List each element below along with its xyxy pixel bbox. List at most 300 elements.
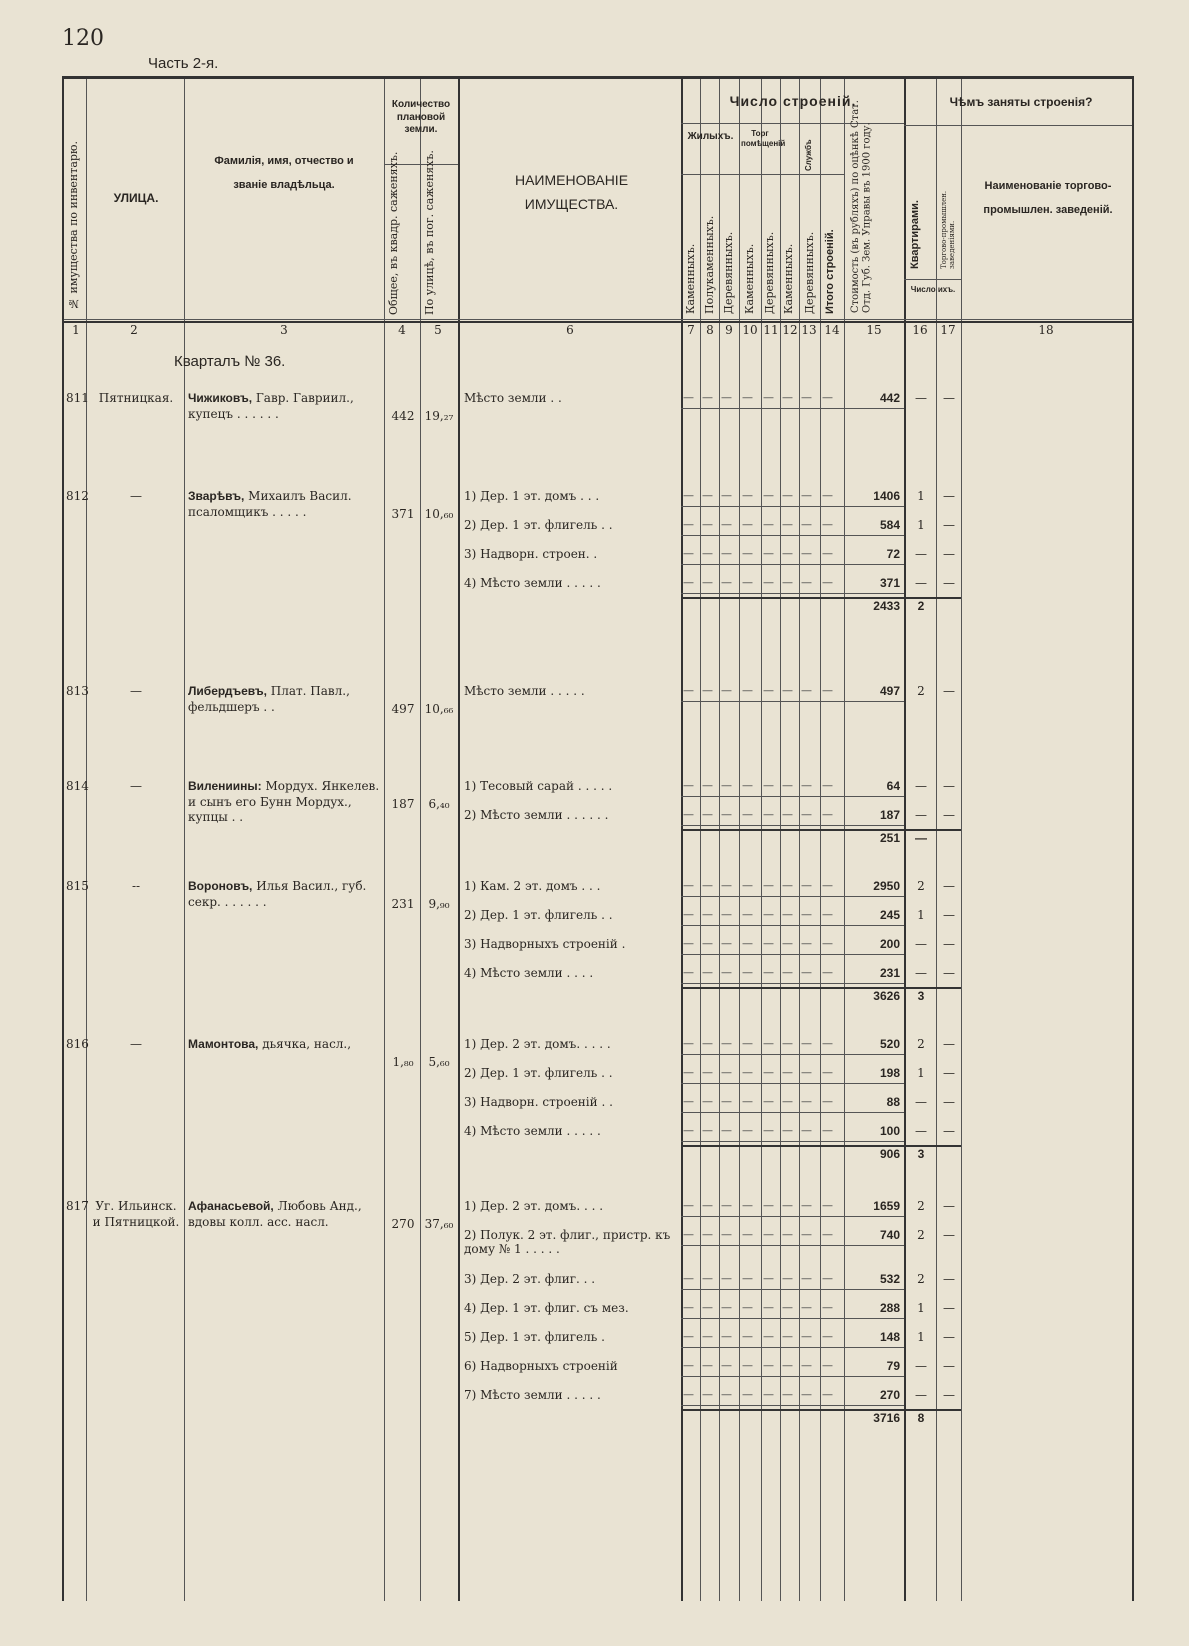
header-trade: Торг помѣщеній	[741, 129, 786, 148]
property-value: 584	[879, 518, 900, 532]
building-count-cell: —	[822, 1272, 833, 1285]
building-count-cell: —	[721, 1388, 732, 1401]
total-value: 2433	[873, 599, 900, 613]
street-name: —	[130, 684, 142, 698]
building-count-cell: —	[782, 518, 793, 531]
building-count-cell: —	[801, 576, 812, 589]
street-name: —	[130, 489, 142, 503]
building-count-cell: —	[801, 1228, 812, 1241]
building-count-cell: —	[763, 1359, 774, 1372]
building-count-cell: —	[721, 908, 732, 921]
property-value: 100	[879, 1124, 900, 1138]
header-area-street: По улицѣ, въ пог. саженяхъ.	[423, 150, 436, 315]
inventory-number: 814	[66, 779, 89, 793]
building-count-cell: —	[822, 518, 833, 531]
trade-count: —	[943, 489, 955, 503]
land-frontage: 19,₂₇	[424, 409, 454, 423]
trade-count: —	[943, 937, 955, 951]
property-value: 245	[879, 908, 900, 922]
building-count-cell: —	[721, 1228, 732, 1241]
building-count-cell: —	[782, 547, 793, 560]
owner-details: Плат. Павл., фельдшеръ . .	[188, 684, 350, 714]
apartments-count: —	[915, 1095, 927, 1109]
row-divider	[681, 796, 904, 797]
building-count-cell: —	[702, 966, 713, 979]
land-area-total: 442	[391, 409, 415, 423]
building-count-cell: —	[763, 779, 774, 792]
building-count-cell: —	[801, 518, 812, 531]
building-count-cell: —	[801, 1301, 812, 1314]
building-count-cell: —	[801, 779, 812, 792]
building-count-cell: —	[782, 937, 793, 950]
building-count-cell: —	[683, 489, 694, 502]
building-count-cell: —	[721, 576, 732, 589]
colnum-14: 14	[824, 323, 840, 337]
building-count-cell: —	[702, 576, 713, 589]
header-count: Число ихъ.	[910, 285, 956, 294]
trade-count: —	[943, 1359, 955, 1373]
property-value: 72	[886, 547, 900, 561]
owner-details: Любовь Анд., вдовы колл. асс. насл.	[188, 1199, 362, 1229]
building-count-cell: —	[782, 1388, 793, 1401]
building-count-cell: —	[702, 908, 713, 921]
property-value: 442	[879, 391, 900, 405]
trade-count: —	[943, 1037, 955, 1051]
colnum-12: 12	[782, 323, 798, 337]
property-item: 1) Дер. 2 эт. домъ. . . .	[464, 1199, 604, 1213]
property-item: 4) Мѣсто земли . . . . .	[464, 576, 601, 590]
building-count-cell: —	[683, 576, 694, 589]
row-divider	[681, 896, 904, 897]
building-count-cell: —	[822, 1037, 833, 1050]
building-count-cell: —	[742, 684, 753, 697]
header-occupied: Чѣмъ заняты строенія?	[949, 95, 1093, 109]
apartments-count: 1	[917, 1066, 925, 1080]
property-value: 1659	[873, 1199, 900, 1213]
row-divider	[681, 593, 904, 594]
building-count-cell: —	[782, 1228, 793, 1241]
part-label: Часть 2-я.	[148, 55, 219, 72]
colnum-13: 13	[801, 323, 817, 337]
building-count-cell: —	[801, 547, 812, 560]
land-area-total: 231	[391, 897, 415, 911]
building-count-cell: —	[683, 1272, 694, 1285]
building-count-cell: —	[683, 1388, 694, 1401]
building-count-cell: —	[683, 1330, 694, 1343]
building-count-cell: —	[822, 684, 833, 697]
building-count-cell: —	[721, 1095, 732, 1108]
owner-name	[188, 391, 380, 422]
building-count-cell: —	[822, 1199, 833, 1212]
building-count-cell: —	[822, 1388, 833, 1401]
header-c15: Стоимость (въ рубляхъ) по оцѣнкѣ Стат. Отд. Губ. Зем. Управы въ 1900 году.	[850, 100, 873, 313]
row-divider	[681, 506, 904, 507]
apartments-count: 2	[917, 879, 925, 893]
owner-name	[188, 1037, 380, 1053]
header-c9: Деревянныхъ.	[722, 231, 735, 314]
row-divider	[681, 1083, 904, 1084]
building-count-cell: —	[721, 1272, 732, 1285]
total-value: 906	[879, 1147, 900, 1161]
trade-count: —	[943, 908, 955, 922]
total-value: 3626	[873, 989, 900, 1003]
row-divider	[681, 825, 904, 826]
header-c13: Деревянныхъ.	[803, 231, 816, 314]
row-divider	[681, 564, 904, 565]
property-item: 4) Мѣсто земли . . . .	[464, 966, 594, 980]
building-count-cell: —	[801, 937, 812, 950]
building-count-cell: —	[763, 1037, 774, 1050]
property-value: 1406	[873, 489, 900, 503]
total-apartments: —	[915, 831, 927, 845]
building-count-cell: —	[702, 1037, 713, 1050]
property-item: 7) Мѣсто земли . . . . .	[464, 1388, 601, 1402]
building-count-cell: —	[822, 808, 833, 821]
building-count-cell: —	[782, 1124, 793, 1137]
building-count-cell: —	[702, 1124, 713, 1137]
owner-details: дьячка, насл.,	[258, 1037, 352, 1051]
building-count-cell: —	[763, 1330, 774, 1343]
building-count-cell: —	[702, 1066, 713, 1079]
apartments-count: —	[915, 1124, 927, 1138]
building-count-cell: —	[742, 576, 753, 589]
building-count-cell: —	[822, 391, 833, 404]
property-value: 371	[879, 576, 900, 590]
building-count-cell: —	[721, 779, 732, 792]
property-value: 270	[879, 1388, 900, 1402]
building-count-cell: —	[763, 937, 774, 950]
row-divider	[681, 1141, 904, 1142]
inventory-number: 817	[66, 1199, 89, 1213]
trade-count: —	[943, 1228, 955, 1242]
building-count-cell: —	[721, 518, 732, 531]
property-item: 5) Дер. 1 эт. флигель .	[464, 1330, 605, 1344]
header-buildings-count: Число строеній.	[729, 93, 857, 109]
row-divider	[681, 1318, 904, 1319]
building-count-cell: —	[742, 1272, 753, 1285]
building-count-cell: —	[782, 391, 793, 404]
building-count-cell: —	[822, 879, 833, 892]
property-item: 2) Дер. 1 эт. флигель . .	[464, 908, 613, 922]
building-count-cell: —	[702, 1301, 713, 1314]
colnum-18: 18	[1038, 323, 1054, 337]
building-count-cell: —	[742, 547, 753, 560]
trade-count: —	[943, 808, 955, 822]
trade-count: —	[943, 1066, 955, 1080]
row-divider	[681, 1289, 904, 1290]
building-count-cell: —	[801, 1272, 812, 1285]
building-count-cell: —	[782, 779, 793, 792]
header-c18: Наименованіе торгово-промышлен. заведеній.	[983, 180, 1113, 217]
building-count-cell: —	[763, 1272, 774, 1285]
building-count-cell: —	[822, 937, 833, 950]
row-divider	[681, 1054, 904, 1055]
row-divider	[681, 1216, 904, 1217]
building-count-cell: —	[702, 1095, 713, 1108]
header-land-quantity: Количество плановой земли.	[391, 99, 451, 135]
building-count-cell: —	[742, 1199, 753, 1212]
land-frontage: 10,₆₀	[424, 507, 454, 521]
building-count-cell: —	[721, 879, 732, 892]
trade-count: —	[943, 779, 955, 793]
building-count-cell: —	[763, 966, 774, 979]
building-count-cell: —	[763, 1095, 774, 1108]
row-divider	[681, 701, 904, 702]
building-count-cell: —	[782, 908, 793, 921]
property-item: 3) Дер. 2 эт. флиг. . .	[464, 1272, 596, 1286]
building-count-cell: —	[742, 489, 753, 502]
trade-count: —	[943, 1199, 955, 1213]
property-item: 2) Мѣсто земли . . . . . .	[464, 808, 609, 822]
building-count-cell: —	[702, 547, 713, 560]
header-owner: Фамилія, имя, отчество и званіе владѣльца.	[214, 155, 354, 192]
property-item: 1) Дер. 1 эт. домъ . . .	[464, 489, 600, 503]
owner-details: Михаилъ Васил. псаломщикъ . . . . .	[188, 489, 352, 519]
building-count-cell: —	[782, 1095, 793, 1108]
colnum-11: 11	[763, 323, 779, 337]
building-count-cell: —	[801, 879, 812, 892]
property-item: Мѣсто земли . . . . .	[464, 684, 585, 698]
header-inventory-number: № имущества по инвентарю.	[67, 141, 80, 310]
building-count-cell: —	[683, 1359, 694, 1372]
building-count-cell: —	[702, 391, 713, 404]
page-number: 120	[62, 26, 104, 51]
colnum-6: 6	[566, 323, 574, 337]
building-count-cell: —	[742, 779, 753, 792]
register-table	[62, 76, 1134, 1601]
street-name: Пятницкая.	[98, 391, 174, 405]
building-count-cell: —	[782, 1272, 793, 1285]
property-value: 148	[879, 1330, 900, 1344]
building-count-cell: —	[721, 1199, 732, 1212]
building-count-cell: —	[801, 391, 812, 404]
property-value: 79	[886, 1359, 900, 1373]
building-count-cell: —	[683, 879, 694, 892]
land-area-total: 497	[391, 702, 415, 716]
building-count-cell: —	[763, 518, 774, 531]
property-value: 231	[879, 966, 900, 980]
header-c10: Каменныхъ.	[743, 243, 756, 314]
building-count-cell: —	[702, 1272, 713, 1285]
row-divider	[681, 1376, 904, 1377]
property-item: 4) Дер. 1 эт. флиг. съ мез.	[464, 1301, 629, 1315]
colnum-4: 4	[398, 323, 406, 337]
colnum-9: 9	[725, 323, 733, 337]
building-count-cell: —	[801, 1095, 812, 1108]
building-count-cell: —	[721, 1301, 732, 1314]
property-item: 3) Надворн. строен. .	[464, 547, 598, 561]
building-count-cell: —	[683, 966, 694, 979]
building-count-cell: —	[721, 808, 732, 821]
colnum-1: 1	[72, 323, 80, 337]
owner-surname: Мамонтова,	[188, 1037, 259, 1051]
header-property-name: НАИМЕНОВАНІЕ ИМУЩЕСТВА.	[514, 172, 629, 212]
building-count-cell: —	[763, 1388, 774, 1401]
owner-details: Мордух. Янкелев. и сынъ его Бунн Мордух., купцы . .	[188, 779, 380, 825]
building-count-cell: —	[822, 547, 833, 560]
inventory-number: 812	[66, 489, 89, 503]
apartments-count: 1	[917, 908, 925, 922]
building-count-cell: —	[683, 1301, 694, 1314]
owner-surname: Вилениины:	[188, 779, 262, 793]
colnum-16: 16	[912, 323, 928, 337]
building-count-cell: —	[763, 391, 774, 404]
row-divider	[681, 925, 904, 926]
land-area-total: 1,₈₀	[392, 1055, 414, 1069]
property-item: 2) Полук. 2 эт. флиг., пристр. къ дому № 1 . . . . .	[464, 1228, 671, 1256]
owner-details: Гавр. Гавриил., купецъ . . . . . .	[188, 391, 354, 421]
inventory-number: 813	[66, 684, 89, 698]
building-count-cell: —	[742, 1066, 753, 1079]
row-divider	[681, 408, 904, 409]
building-count-cell: —	[801, 1359, 812, 1372]
building-count-cell: —	[782, 1330, 793, 1343]
header-c11: Деревянныхъ.	[763, 231, 776, 314]
inventory-number: 811	[66, 391, 89, 405]
building-count-cell: —	[822, 1359, 833, 1372]
building-count-cell: —	[801, 489, 812, 502]
building-count-cell: —	[822, 966, 833, 979]
building-count-cell: —	[822, 1124, 833, 1137]
building-count-cell: —	[801, 1388, 812, 1401]
building-count-cell: —	[801, 808, 812, 821]
header-services: Службъ	[804, 139, 813, 171]
building-count-cell: —	[763, 489, 774, 502]
building-count-cell: —	[683, 391, 694, 404]
building-count-cell: —	[782, 808, 793, 821]
property-value: 288	[879, 1301, 900, 1315]
property-value: 200	[879, 937, 900, 951]
trade-count: —	[943, 879, 955, 893]
owner-surname: Вороновъ,	[188, 879, 253, 893]
building-count-cell: —	[683, 779, 694, 792]
building-count-cell: —	[702, 937, 713, 950]
colnum-5: 5	[434, 323, 442, 337]
property-item: 2) Дер. 1 эт. флигель . .	[464, 1066, 613, 1080]
building-count-cell: —	[801, 1330, 812, 1343]
building-count-cell: —	[782, 1037, 793, 1050]
building-count-cell: —	[742, 1359, 753, 1372]
building-count-cell: —	[742, 808, 753, 821]
building-count-cell: —	[822, 1095, 833, 1108]
street-name: Уг. Ильинск. и Пятницкой.	[92, 1199, 180, 1229]
apartments-count: 1	[917, 1330, 925, 1344]
colnum-17: 17	[940, 323, 956, 337]
owner-name	[188, 879, 380, 910]
building-count-cell: —	[702, 1359, 713, 1372]
building-count-cell: —	[763, 1301, 774, 1314]
apartments-count: 1	[917, 489, 925, 503]
building-count-cell: —	[721, 1124, 732, 1137]
building-count-cell: —	[683, 684, 694, 697]
owner-surname: Зварѣвъ,	[188, 489, 245, 503]
colnum-7: 7	[687, 323, 695, 337]
header-c14: Итого строеній.	[824, 229, 836, 314]
building-count-cell: —	[822, 1228, 833, 1241]
apartments-count: —	[915, 966, 927, 980]
building-count-cell: —	[683, 1199, 694, 1212]
building-count-cell: —	[801, 1124, 812, 1137]
owner-surname: Афанасьевой,	[188, 1199, 274, 1213]
building-count-cell: —	[822, 1066, 833, 1079]
land-area-total: 187	[391, 797, 415, 811]
land-area-total: 371	[391, 507, 415, 521]
building-count-cell: —	[721, 966, 732, 979]
apartments-count: 2	[917, 1228, 925, 1242]
header-c17: Торгово-промышлен. заведеніями.	[940, 190, 957, 269]
building-count-cell: —	[782, 966, 793, 979]
colnum-8: 8	[706, 323, 714, 337]
building-count-cell: —	[702, 1330, 713, 1343]
building-count-cell: —	[683, 1095, 694, 1108]
land-frontage: 37,₆₀	[424, 1217, 454, 1231]
inventory-number: 815	[66, 879, 89, 893]
apartments-count: —	[915, 391, 927, 405]
building-count-cell: —	[702, 1199, 713, 1212]
building-count-cell: —	[721, 684, 732, 697]
building-count-cell: —	[822, 1330, 833, 1343]
building-count-cell: —	[801, 1066, 812, 1079]
building-count-cell: —	[742, 1330, 753, 1343]
property-value: 532	[879, 1272, 900, 1286]
building-count-cell: —	[763, 1228, 774, 1241]
building-count-cell: —	[702, 879, 713, 892]
property-value: 64	[886, 779, 900, 793]
building-count-cell: —	[742, 391, 753, 404]
building-count-cell: —	[702, 489, 713, 502]
building-count-cell: —	[721, 1359, 732, 1372]
building-count-cell: —	[683, 547, 694, 560]
apartments-count: —	[915, 576, 927, 590]
building-count-cell: —	[801, 684, 812, 697]
building-count-cell: —	[763, 547, 774, 560]
trade-count: —	[943, 1124, 955, 1138]
trade-count: —	[943, 547, 955, 561]
building-count-cell: —	[782, 489, 793, 502]
apartments-count: 1	[917, 1301, 925, 1315]
building-count-cell: —	[822, 489, 833, 502]
building-count-cell: —	[763, 879, 774, 892]
building-count-cell: —	[822, 908, 833, 921]
building-count-cell: —	[801, 966, 812, 979]
trade-count: —	[943, 576, 955, 590]
building-count-cell: —	[763, 1124, 774, 1137]
building-count-cell: —	[801, 1199, 812, 1212]
colnum-10: 10	[742, 323, 758, 337]
building-count-cell: —	[721, 547, 732, 560]
trade-count: —	[943, 391, 955, 405]
building-count-cell: —	[763, 576, 774, 589]
property-item: 1) Тесовый сарай . . . . .	[464, 779, 613, 793]
building-count-cell: —	[742, 1095, 753, 1108]
trade-count: —	[943, 518, 955, 532]
building-count-cell: —	[801, 908, 812, 921]
property-item: 6) Надворныхъ строеній	[464, 1359, 618, 1373]
property-item: 4) Мѣсто земли . . . . .	[464, 1124, 601, 1138]
apartments-count: 2	[917, 1037, 925, 1051]
building-count-cell: —	[742, 1037, 753, 1050]
property-value: 88	[886, 1095, 900, 1109]
building-count-cell: —	[721, 1066, 732, 1079]
building-count-cell: —	[702, 684, 713, 697]
total-apartments: 3	[917, 989, 925, 1003]
owner-name	[188, 489, 380, 520]
building-count-cell: —	[721, 1330, 732, 1343]
inventory-number: 816	[66, 1037, 89, 1051]
building-count-cell: —	[721, 391, 732, 404]
building-count-cell: —	[763, 1199, 774, 1212]
row-divider	[681, 1112, 904, 1113]
